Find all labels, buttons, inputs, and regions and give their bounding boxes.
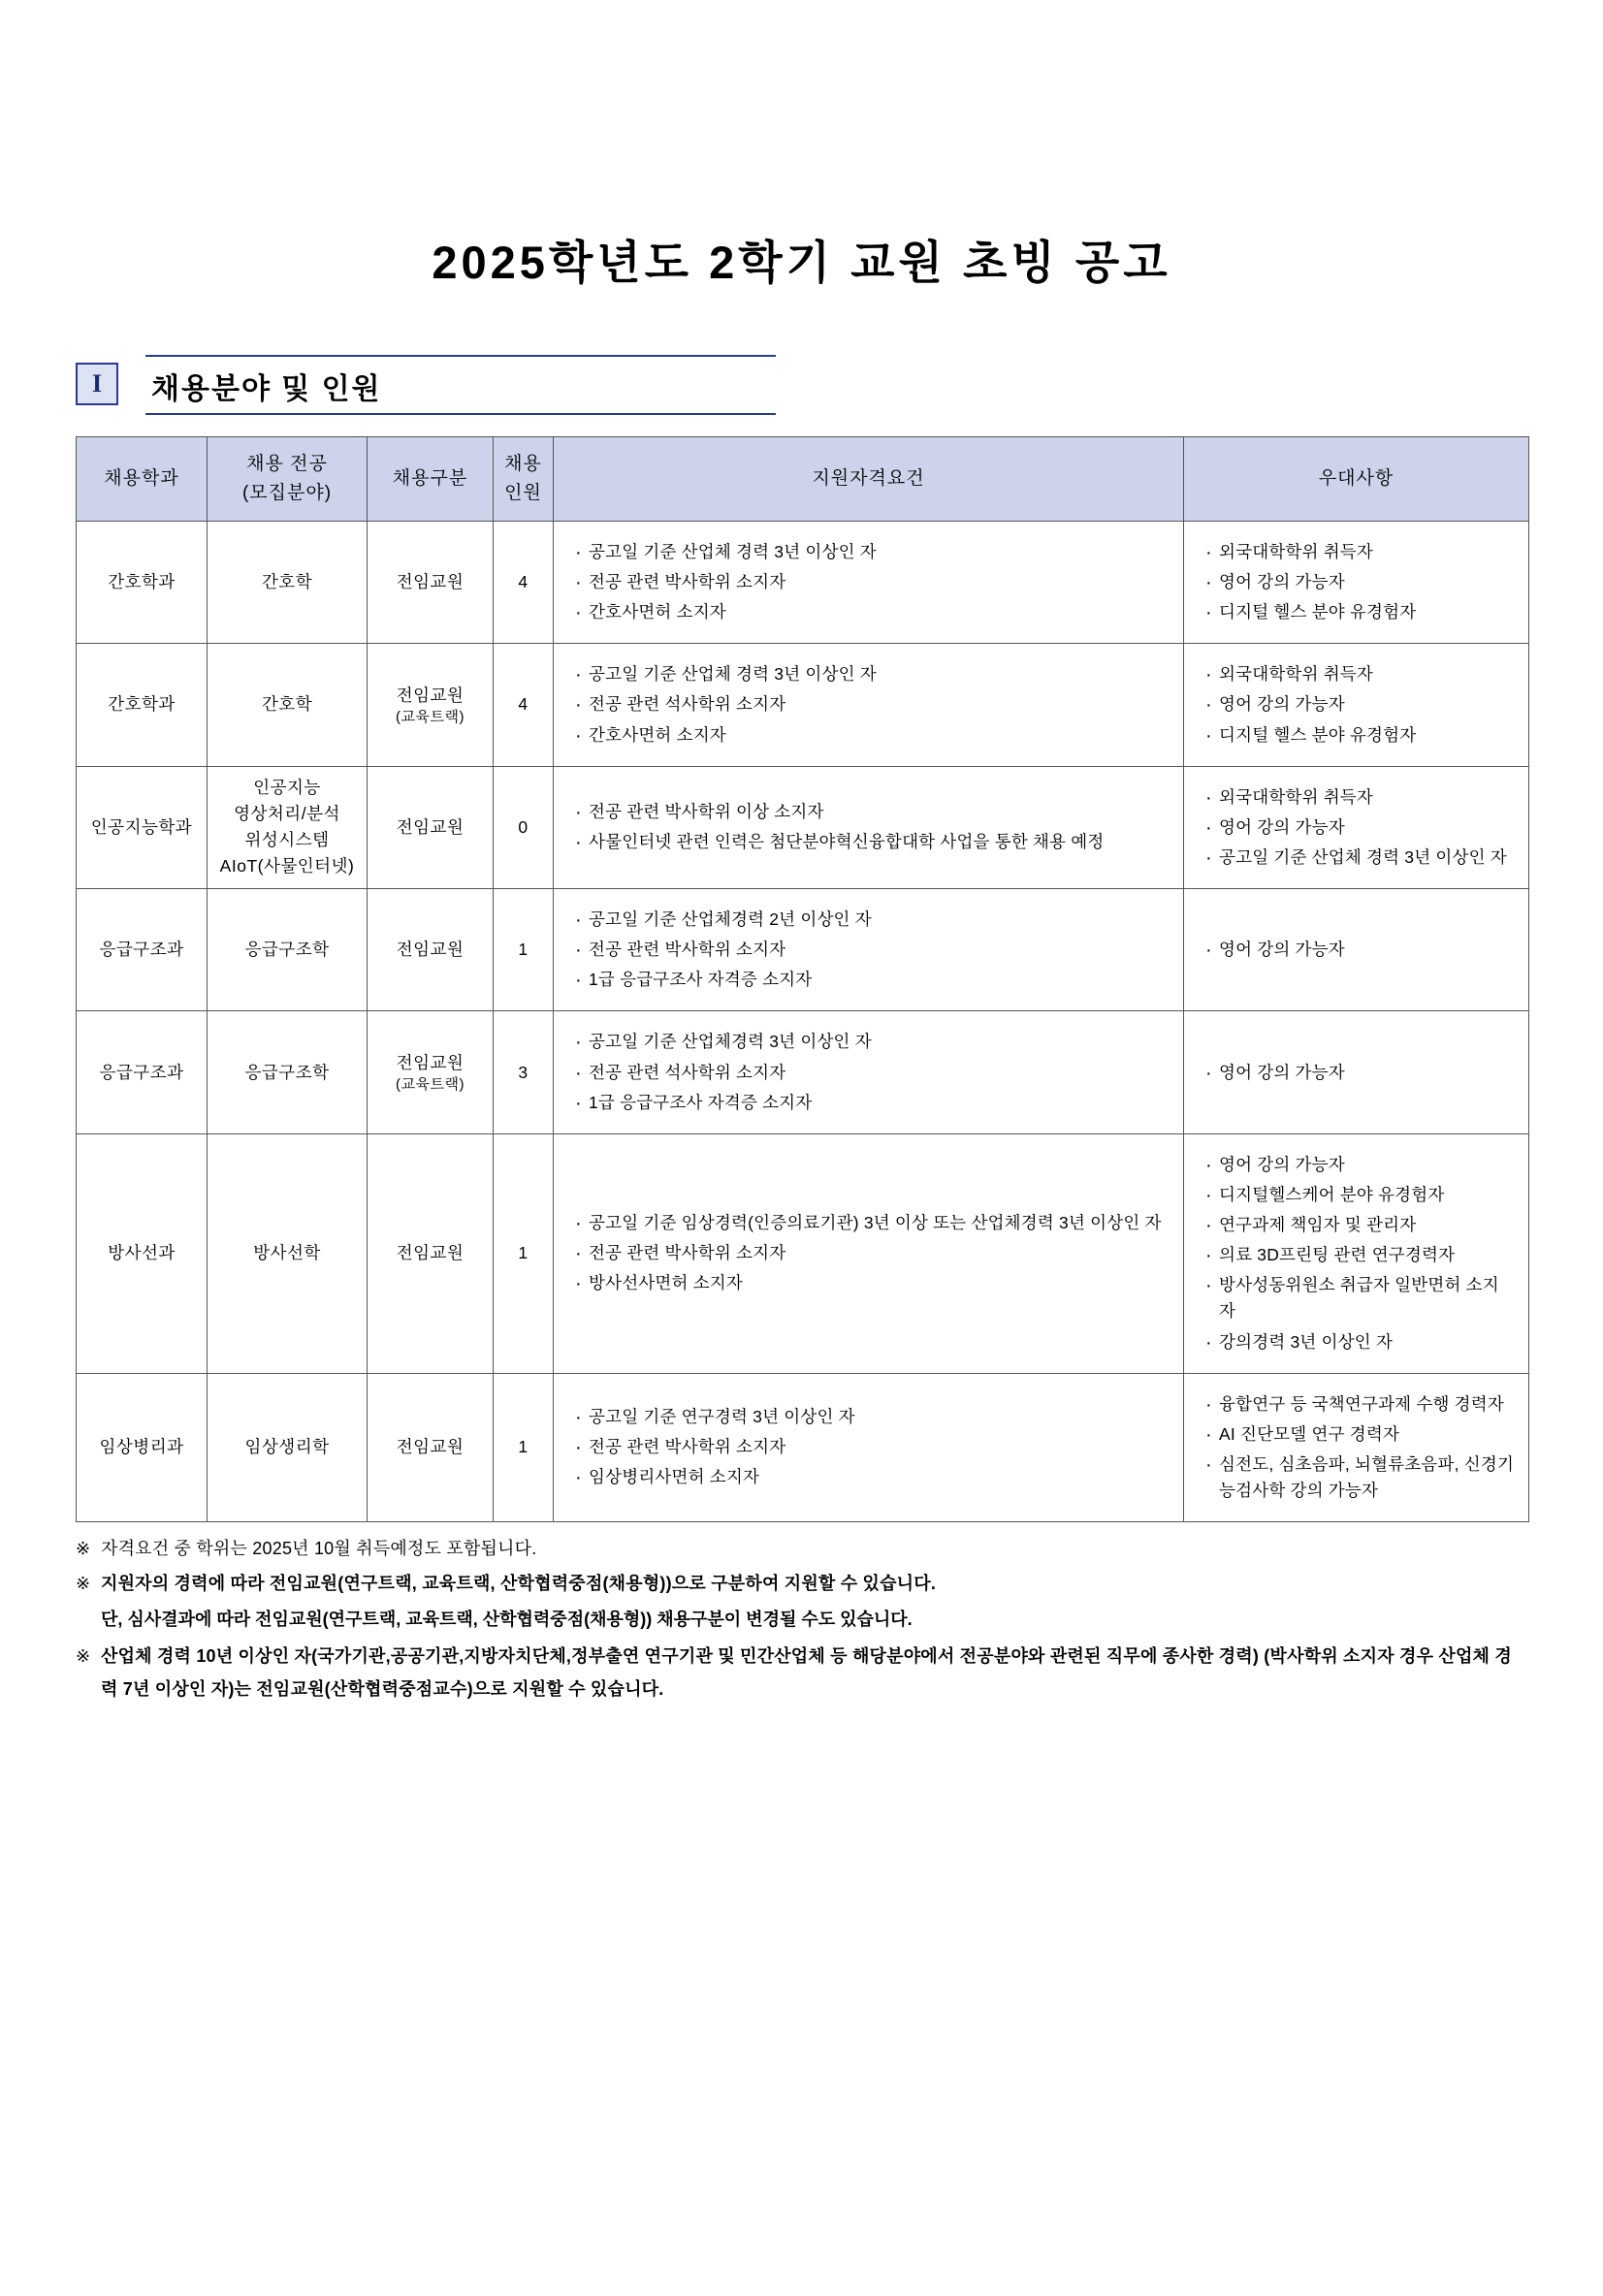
footnote bbox=[76, 1640, 1528, 1706]
cell-dept: 간호학과 bbox=[77, 644, 208, 766]
table-header-row bbox=[77, 436, 1529, 521]
list-item: · 공고일 기준 산업체 경력 3년 이상인 자 bbox=[1202, 845, 1515, 871]
list-item: · 전공 관련 석사학위 소지자 bbox=[571, 691, 1170, 718]
list-item: · 전공 관련 박사학위 소지자 bbox=[571, 937, 1170, 963]
footnote bbox=[76, 1532, 1528, 1565]
header-major-line2: (모집분야) bbox=[241, 482, 333, 503]
cell-type: 전임교원 bbox=[368, 1133, 494, 1373]
cell-dept: 임상병리과 bbox=[77, 1373, 208, 1522]
list-item: · 간호사면허 소지자 bbox=[571, 599, 1170, 625]
cell-major: 응급구조학 bbox=[208, 1011, 368, 1133]
cell-dept: 방사선과 bbox=[77, 1133, 208, 1373]
list-item: · 방사성동위원소 취급자 일반면허 소지자 bbox=[1202, 1272, 1515, 1324]
cell-count: 4 bbox=[494, 521, 554, 643]
header-requirements: 지원자격요건 bbox=[554, 436, 1184, 521]
cell-preferences bbox=[1184, 1011, 1529, 1133]
list-item: · 영어 강의 가능자 bbox=[1202, 814, 1515, 841]
cell-requirements bbox=[554, 644, 1184, 766]
cell-requirements bbox=[554, 1373, 1184, 1522]
cell-count: 1 bbox=[494, 1133, 554, 1373]
list-item: · 의료 3D프린팅 관련 연구경력자 bbox=[1202, 1242, 1515, 1268]
header-dept: 채용학과 bbox=[77, 436, 208, 521]
cell-dept: 인공지능학과 bbox=[77, 766, 208, 888]
footnote-mark: ※ bbox=[76, 1574, 91, 1594]
header-major-line1: 채용 전공 bbox=[246, 454, 328, 475]
header-count bbox=[494, 436, 554, 521]
cell-preferences bbox=[1184, 521, 1529, 643]
list-item: · 사물인터넷 관련 인력은 첨단분야혁신융합대학 사업을 통한 채용 예정 bbox=[571, 829, 1170, 855]
list-item: · 공고일 기준 산업체 경력 3년 이상인 자 bbox=[571, 661, 1170, 687]
cell-major: 임상생리학 bbox=[208, 1373, 368, 1522]
list-item: · 전공 관련 박사학위 이상 소지자 bbox=[571, 799, 1170, 825]
footnote-text: 지원자의 경력에 따라 전임교원(연구트랙, 교육트랙, 산학협력중점(채용형))으로 구분하여 지원할 수 있습니다. bbox=[101, 1574, 937, 1594]
cell-type: 전임교원 bbox=[368, 521, 494, 643]
table-body bbox=[77, 521, 1529, 1521]
header-count-line1: 채용 bbox=[504, 454, 542, 475]
cell-count: 1 bbox=[494, 1373, 554, 1522]
cell-preferences bbox=[1184, 1133, 1529, 1373]
cell-major: 방사선학 bbox=[208, 1133, 368, 1373]
cell-preferences bbox=[1184, 1373, 1529, 1522]
table-row bbox=[77, 521, 1529, 643]
cell-requirements bbox=[554, 1011, 1184, 1133]
list-item: · 디지털 헬스 분야 유경험자 bbox=[1202, 722, 1515, 749]
cell-requirements bbox=[554, 521, 1184, 643]
list-item: · 영어 강의 가능자 bbox=[1202, 1152, 1515, 1178]
cell-major: 응급구조학 bbox=[208, 889, 368, 1011]
list-item: · 공고일 기준 산업체경력 2년 이상인 자 bbox=[571, 907, 1170, 933]
table-row bbox=[77, 1133, 1529, 1373]
list-item: · 디지털헬스케어 분야 유경험자 bbox=[1202, 1182, 1515, 1208]
header-type: 채용구분 bbox=[368, 436, 494, 521]
cell-count: 4 bbox=[494, 644, 554, 766]
section-title: 채용분야 및 인원 bbox=[151, 372, 382, 405]
cell-requirements bbox=[554, 766, 1184, 888]
table-row bbox=[77, 644, 1529, 766]
list-item: · 영어 강의 가능자 bbox=[1202, 937, 1515, 963]
cell-count: 1 bbox=[494, 889, 554, 1011]
footnote-mark: ※ bbox=[76, 1539, 91, 1559]
list-item: · 심전도, 심초음파, 뇌혈류초음파, 신경기능검사학 강의 가능자 bbox=[1202, 1451, 1515, 1504]
footnote-continuation: 단, 심사결과에 따라 전임교원(연구트랙, 교육트랙, 산학협력중점(채용형)) 채용구분이 변경될 수도 있습니다. bbox=[101, 1609, 913, 1629]
header-major bbox=[208, 436, 368, 521]
list-item: · 공고일 기준 산업체경력 3년 이상인 자 bbox=[571, 1029, 1170, 1055]
list-item: · 융합연구 등 국책연구과제 수행 경력자 bbox=[1202, 1391, 1515, 1418]
list-item: · 외국대학학위 취득자 bbox=[1202, 784, 1515, 811]
list-item: · 영어 강의 가능자 bbox=[1202, 1060, 1515, 1086]
list-item: · 1급 응급구조사 자격증 소지자 bbox=[571, 1090, 1170, 1116]
list-item: · 방사선사면허 소지자 bbox=[571, 1270, 1170, 1296]
header-count-line2: 인원 bbox=[504, 482, 542, 503]
cell-preferences bbox=[1184, 644, 1529, 766]
cell-type: 전임교원 bbox=[368, 766, 494, 888]
footnote-text: 산업체 경력 10년 이상인 자(국가기관,공공기관,지방자치단체,정부출연 연구기관 및 민간산업체 등 해당분야에서 전공분야와 관련된 직무에 종사한 경력) (박사학위 소지자 경우 산업체 경력 7년 이상인 자)는 전임교원(산학협력중점교수)으로 지원할 수 있습니다. bbox=[101, 1645, 1512, 1699]
cell-type: 전임교원 (교육트랙) bbox=[368, 1011, 494, 1133]
section-rule-bottom bbox=[145, 413, 776, 415]
footnotes bbox=[76, 1532, 1528, 1706]
cell-major: 간호학 bbox=[208, 521, 368, 643]
list-item: · 외국대학학위 취득자 bbox=[1202, 661, 1515, 687]
list-item: · 전공 관련 석사학위 소지자 bbox=[571, 1060, 1170, 1086]
footnote-text: 자격요건 중 학위는 2025년 10월 취득예정도 포함됩니다. bbox=[101, 1539, 537, 1559]
list-item: · 전공 관련 박사학위 소지자 bbox=[571, 1240, 1170, 1266]
cell-major: 인공지능 영상처리/분석 위성시스템 AIoT(사물인터넷) bbox=[208, 766, 368, 888]
cell-type: 전임교원 bbox=[368, 889, 494, 1011]
list-item: · 디지털 헬스 분야 유경험자 bbox=[1202, 599, 1515, 625]
section-number: I bbox=[76, 363, 118, 405]
list-item: · 간호사면허 소지자 bbox=[571, 722, 1170, 749]
cell-dept: 응급구조과 bbox=[77, 889, 208, 1011]
cell-requirements bbox=[554, 889, 1184, 1011]
list-item: · 영어 강의 가능자 bbox=[1202, 691, 1515, 718]
cell-count: 0 bbox=[494, 766, 554, 888]
list-item: · 공고일 기준 임상경력(인증의료기관) 3년 이상 또는 산업체경력 3년 이상인 자 bbox=[571, 1210, 1170, 1236]
section-heading bbox=[76, 355, 1527, 415]
list-item: · 전공 관련 박사학위 소지자 bbox=[571, 1434, 1170, 1460]
recruitment-table bbox=[76, 436, 1529, 1522]
list-item: · 강의경력 3년 이상인 자 bbox=[1202, 1329, 1515, 1355]
footnote bbox=[76, 1567, 1528, 1600]
list-item: · 영어 강의 가능자 bbox=[1202, 569, 1515, 595]
section-title-wrap bbox=[145, 355, 776, 415]
table-row bbox=[77, 1373, 1529, 1522]
list-item: · 임상병리사면허 소지자 bbox=[571, 1464, 1170, 1490]
list-item: · 외국대학학위 취득자 bbox=[1202, 539, 1515, 565]
cell-major: 간호학 bbox=[208, 644, 368, 766]
list-item: · 1급 응급구조사 자격증 소지자 bbox=[571, 967, 1170, 993]
cell-preferences bbox=[1184, 766, 1529, 888]
cell-type: 전임교원 bbox=[368, 1373, 494, 1522]
cell-requirements bbox=[554, 1133, 1184, 1373]
cell-type: 전임교원 (교육트랙) bbox=[368, 644, 494, 766]
list-item: · 연구과제 책임자 및 관리자 bbox=[1202, 1212, 1515, 1238]
table-row bbox=[77, 766, 1529, 888]
header-preferences: 우대사항 bbox=[1184, 436, 1529, 521]
cell-dept: 간호학과 bbox=[77, 521, 208, 643]
footnote-mark: ※ bbox=[76, 1645, 91, 1666]
cell-preferences bbox=[1184, 889, 1529, 1011]
document-page bbox=[0, 30, 1603, 2296]
cell-dept: 응급구조과 bbox=[77, 1011, 208, 1133]
cell-count: 3 bbox=[494, 1011, 554, 1133]
list-item: · 전공 관련 박사학위 소지자 bbox=[571, 569, 1170, 595]
list-item: · 공고일 기준 연구경력 3년 이상인 자 bbox=[571, 1404, 1170, 1430]
table-row bbox=[77, 889, 1529, 1011]
list-item: · 공고일 기준 산업체 경력 3년 이상인 자 bbox=[571, 539, 1170, 565]
page-title: 2025학년도 2학기 교원 초빙 공고 bbox=[432, 237, 1171, 289]
table-row bbox=[77, 1011, 1529, 1133]
list-item: · AI 진단모델 연구 경력자 bbox=[1202, 1421, 1515, 1448]
